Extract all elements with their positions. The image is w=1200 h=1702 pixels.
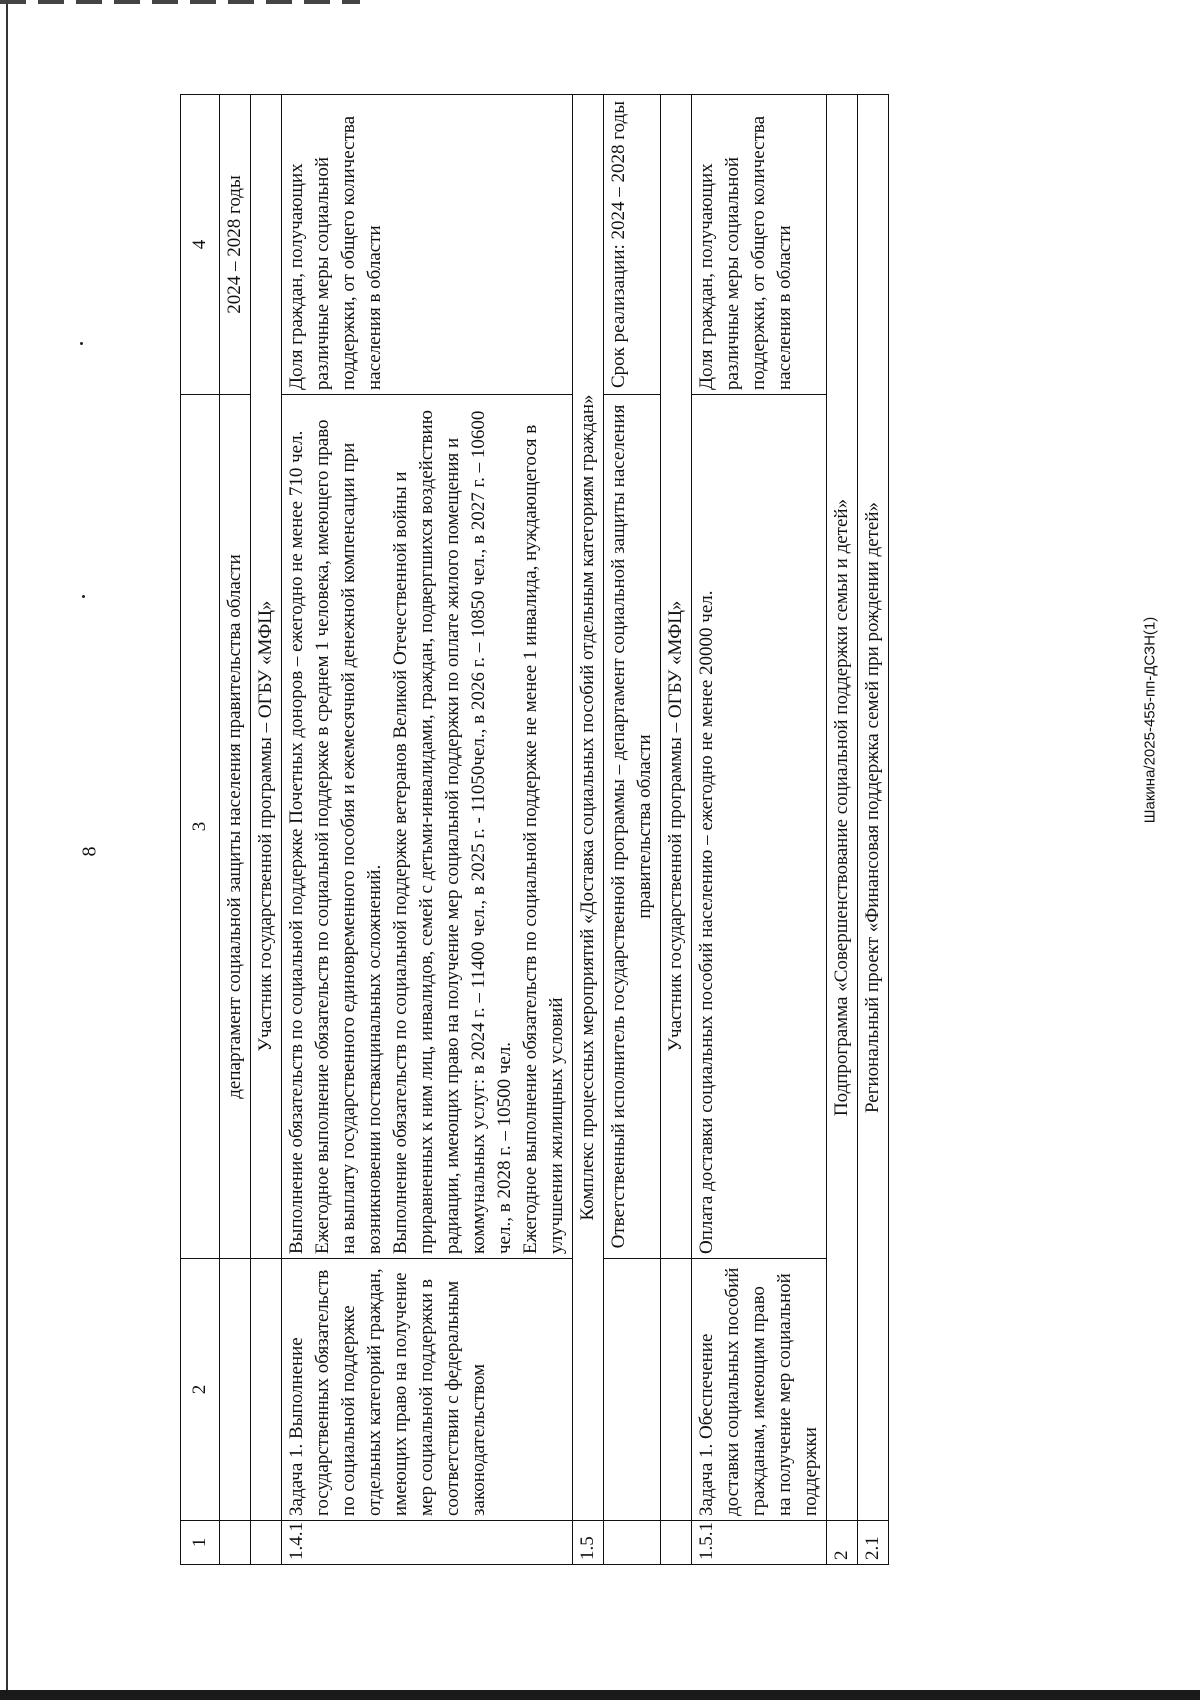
implementation-period: Срок реализации: 2024 – 2028 годы [604, 95, 661, 395]
scan-dot [82, 595, 85, 598]
subprogram-title: Подпрограмма «Совершенствование социальной поддержки семьи и детей» [827, 95, 858, 1521]
page-number: 8 [78, 846, 101, 857]
header-col-2: 2 [181, 1259, 220, 1521]
participant-row-1-5 [661, 95, 692, 1565]
header-col-1: 1 [181, 1521, 220, 1565]
task-description: Задача 1. Выполнение государственных обязательств по социальной поддержке отдельных категорий граждан, имеющих право на получение мер социальной поддержки в соответствии с федеральным законодательством [282, 1259, 573, 1521]
section-row-1-5 [573, 95, 604, 1565]
document-code: Шакина/2025-455-пп-ДСЗН(1) [1141, 616, 1159, 824]
scan-dot [80, 342, 83, 345]
participant-row [251, 95, 282, 1565]
responsible-executor: Ответственный исполнитель государственной программы – департамент социальной защиты населения правительства области [604, 395, 661, 1259]
scan-border-left [6, 0, 8, 1690]
rotated-table-container [180, 95, 1120, 1565]
participant-text: Участник государственной программы – ОГБУ «МФЦ» [255, 600, 277, 1052]
table-header-row [181, 95, 220, 1565]
task-row-1-5-1 [692, 95, 827, 1565]
result-item: Ежегодное выполнение обязательств по социальной поддержке в среднем 1 человека, имеющего право на выплату государственного единовременного пособия и ежемесячной денежной компенсации при возникновении поствакцинальных осложнений. [312, 419, 386, 1254]
result-item: Ежегодное выполнение обязательств по социальной поддержке не менее 1 инвалида, нуждающегося в улучшении жилищных условий [520, 424, 568, 1254]
project-title: Региональный проект «Финансовая поддержка семей при рождении детей» [858, 95, 889, 1521]
result-item: Выполнение обязательств по социальной поддержке ветеранов Великой Отечественной войны и приравненных к ним лиц, инвалидов, семей с детьми-инвалидами, граждан, подвергшихся воздействию радиации, имеющих право на получение мер социальной поддержки по оплате жилого помещения и коммунальных услуг: в 2024 г. – 11400 чел., в 2025 г. - 11050чел., в 2026 г. – 10850 чел., в 2027 г. – 10600 чел., в 2028 г. – 10500 чел. [390, 410, 516, 1254]
scan-top-marks [0, 0, 360, 4]
scan-border-bottom [0, 1690, 1200, 1700]
result-item: Выполнение обязательств по социальной поддержке Почетных доноров – ежегодно не менее 710 чел. [286, 430, 308, 1254]
section-number: 1.5 [573, 1521, 604, 1565]
task-number: 1.4.1 [282, 1521, 573, 1565]
expected-result: Оплата доставки социальных пособий населению – ежегодно не менее 20000 чел. [692, 395, 827, 1259]
section-title: Комплекс процессных мероприятий «Доставка социальных пособий отдельным категориям граждан» [573, 95, 604, 1521]
implementation-period: 2024 – 2028 годы [220, 95, 251, 395]
task-description: Задача 1. Обеспечение доставки социальных пособий гражданам, имеющим право на получение мер социальной поддержки [692, 1259, 827, 1521]
program-table [180, 94, 889, 1565]
indicator: Доля граждан, получающих различные меры социальной поддержки, от общего количества населения в области [692, 95, 827, 395]
expected-results [282, 395, 573, 1259]
row-number: 2.1 [858, 1521, 889, 1565]
header-col-4: 4 [181, 95, 220, 395]
header-col-3: 3 [181, 395, 220, 1259]
participant-text: Участник государственной программы – ОГБУ «МФЦ» [665, 600, 687, 1052]
responsible-executor: департамент социальной защиты населения правительства области [220, 395, 251, 1259]
responsible-row [220, 95, 251, 1565]
responsible-row-1-5 [604, 95, 661, 1565]
subprogram-row-2 [827, 95, 858, 1565]
project-row-2-1 [858, 95, 889, 1565]
task-number: 1.5.1 [692, 1521, 827, 1565]
task-row-1-4-1 [282, 95, 573, 1565]
indicator: Доля граждан, получающих различные меры социальной поддержки, от общего количества населения в области [282, 95, 573, 395]
row-number: 2 [827, 1521, 858, 1565]
